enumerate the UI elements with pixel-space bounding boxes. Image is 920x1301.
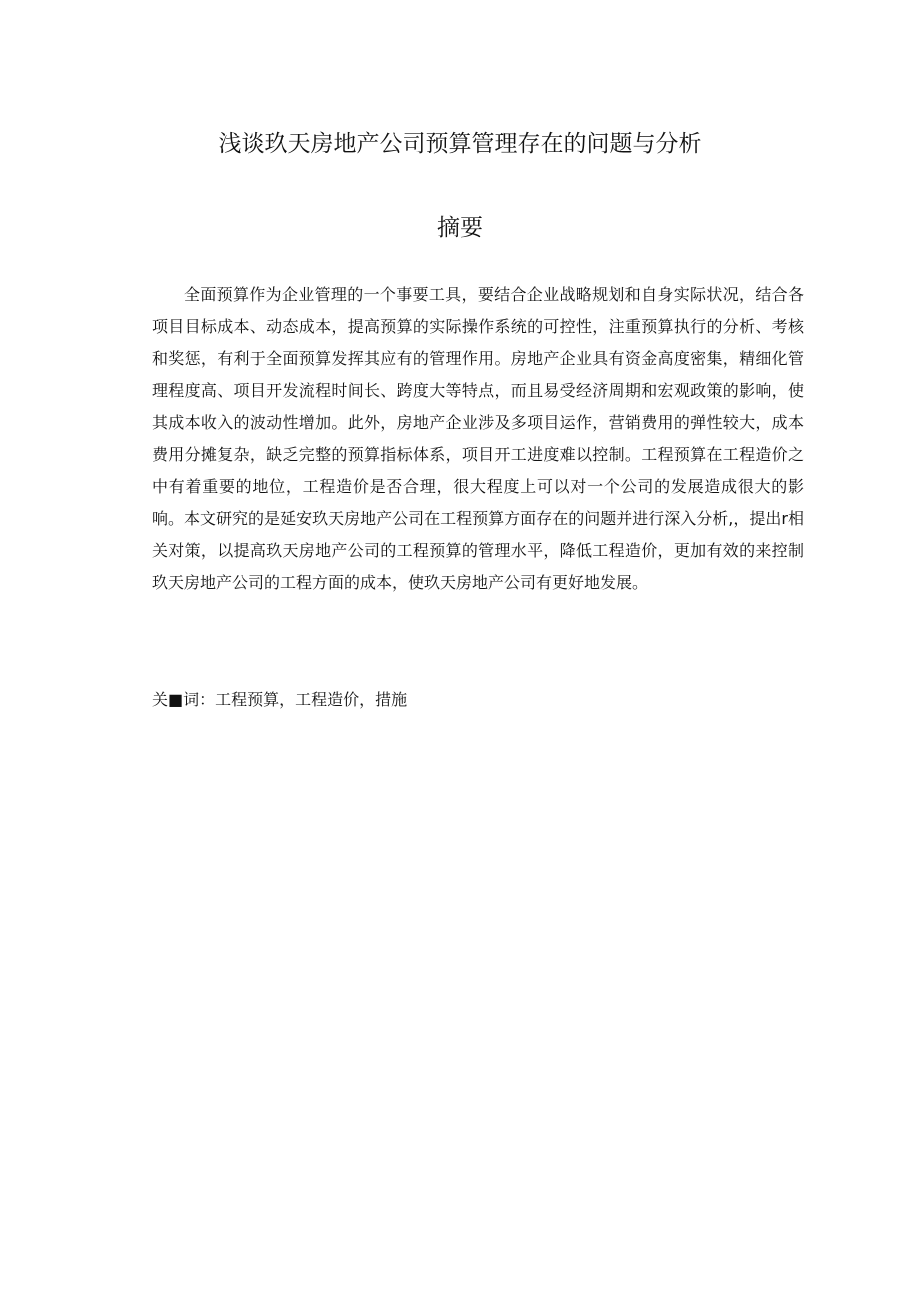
abstract-heading: 摘要	[437, 215, 483, 241]
abstract-paragraph: 全面预算作为企业管理的一个事要工具，要结合企业战略规划和自身实际状况，结合各项目目标成本、动态成本，提高预算的实际操作系统的可控性，注重预算执行的分析、考核和奖惩，有利于全面预算发挥其应有的管理作用。房地产企业具有资金高度密集，精细化管理程度高、项目开发流程时间长、跨度大等特点，而且易受经济周期和宏观政策的影响，使其成本收入的波动性增加。此外，房地产企业涉及多项目运作，营销费用的弹性较大，成本费用分摊复杂，缺乏完整的预算指标体系，项目开工进度难以控制。工程预算在工程造价之中有着重要的地位，工程造价是否合理，很大程度上可以对一个公司的发展造成很大的影响。本文研究的是延安玖天房地产公司在工程预算方面存在的问题并进行深入分析,，提出r相关对策，以提高玖天房地产公司的工程预算的管理水平，降低工程造价，更加有效的来控制玖天房地产公司的工程方面的成本，使玖天房地产公司有更好地发展。	[152, 285, 804, 592]
keywords-line: 关■词：工程预算，工程造价，措施	[152, 690, 408, 709]
document-title: 浅谈玖天房地产公司预算管理存在的问题与分析	[218, 131, 702, 157]
